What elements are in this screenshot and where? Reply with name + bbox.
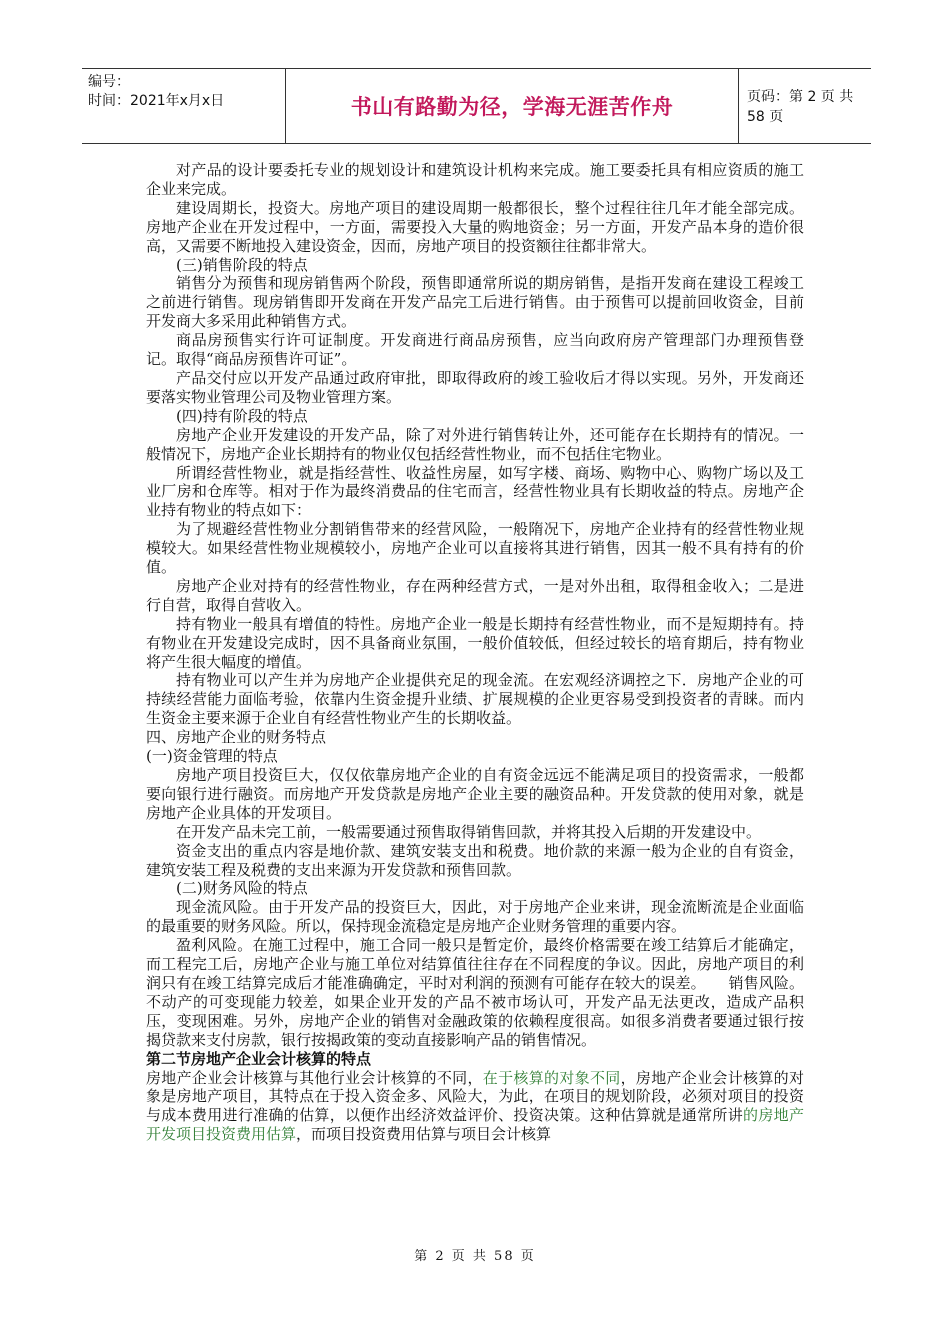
text-run: ，房地产企业会计核算的对象是房地产项目，其特点在于投入资金多、风险大，为此，在项目的规划阶段，必须对项目的投资与成本费用进行准确的估算，以便作出经济效益评价、投资决策。这种估算就是通常所讲 — [146, 1068, 804, 1125]
paragraph: 盈利风险。在施工过程中，施工合同一般只是暂定价，最终价格需要在竣工结算后才能确定，而工程完工后，房地产企业与施工单位对结算值往往存在不同程度的争议。因此，房地产项目的利润只有在竣工结算完成后才能准确确定，平时对利润的预测有可能存在较大的误差。 销售风险。不动产的可变现能力较差，如果企业开发的产品不被市场认可，开发产品无法更改，造成产品积压，变现困难。另外，房地产企业的销售对金融政策的依赖程度很高。如很多消费者要通过银行按揭贷款来支付房款，银行按揭政策的变动直接影响产品的销售情况。 — [146, 936, 804, 1049]
page-footer: 第 2 页 共 58 页 — [414, 1249, 536, 1264]
paragraph: 建设周期长，投资大。房地产项目的建设周期一般都很长，整个过程往往几年才能全部完成。房地产企业在开发过程中，一方面，需要投入大量的购地资金；另一方面，开发产品本身的造价很高，又需要不断地投入建设资金，因而，房地产项目的投资额往往都非常大。 — [146, 198, 804, 255]
section-title: 第二节房地产企业会计核算的特点 — [146, 1049, 372, 1068]
number-label: 编号： — [88, 74, 130, 90]
paragraph: 为了规避经营性物业分割销售带来的经营风险，一般隋况下，房地产企业持有的经营性物业规模较大。如果经营性物业规模较小，房地产企业可以直接将其进行销售，因其一般不具有持有的价值。 — [146, 520, 804, 577]
subheading: (四)持有阶段的特点 — [176, 406, 308, 425]
paragraph: 持有物业可以产生并为房地产企业提供充足的现金流。在宏观经济调控之下．房地产企业的可持续经营能力面临考验，依靠内生资金提升业绩、扩展规模的企业更容易受到投资者的青睐。而内生资金主要来源于企业自有经营性物业产生的长期收益。 — [146, 671, 804, 728]
page-header — [82, 68, 871, 144]
paragraph: 持有物业一般具有增值的特性。房地产企业一般是长期持有经营性物业，而不是短期持有。持有物业在开发建设完成时，因不具备商业氛围，一般价值较低，但经过较长的培育期后，持有物业将产生很大幅度的增值。 — [146, 614, 804, 671]
highlighted-text: 在于核算的对象不同 — [482, 1068, 621, 1087]
time-label: 时间：2021年x月x日 — [88, 93, 225, 109]
paragraph: 现金流风险。由于开发产品的投资巨大，因此，对于房地产企业来讲，现金流断流是企业面临的最重要的财务风险。所以，保持现金流稳定是房地产企业财务管理的重要内容。 — [146, 898, 804, 936]
paragraph: 房地产企业开发建设的开发产品，除了对外进行销售转让外，还可能存在长期持有的情况。一般情况下，房地产企业长期持有的物业仅包括经营性物业，而不包括住宅物业。 — [146, 425, 804, 463]
paragraph: 房地产项目投资巨大，仅仅依靠房地产企业的自有资金远远不能满足项目的投资需求，一般都要向银行进行融资。而房地产开发贷款是房地产企业主要的融资品种。开发贷款的使用对象，就是房地产企业具体的开发项目。 — [146, 766, 804, 822]
highlighted-text: 的房地产开发项目投资费用估算 — [146, 1106, 804, 1144]
header-motto-cell — [285, 69, 739, 143]
paragraph: 资金支出的重点内容是地价款、建筑安装支出和税费。地价款的来源一般为企业的自有资金，建筑安装工程及税费的支出来源为开发贷款和预售回款。 — [146, 841, 804, 879]
paragraph: 在开发产品未完工前，一般需要通过预售取得销售回款，并将其投入后期的开发建设中。 — [176, 822, 762, 841]
header-info — [82, 69, 285, 143]
subheading: (一)资金管理的特点 — [146, 747, 278, 766]
motto: 书山有路勤为径，学海无涯苦作舟 — [350, 95, 674, 119]
paragraph: 房地产企业对持有的经营性物业，存在两种经营方式，一是对外出租，取得租金收入；二是进行自营，取得自营收入。 — [146, 576, 804, 614]
text-run: 房地产企业会计核算与其他行业会计核算的不同， — [146, 1068, 483, 1087]
paragraph: 对产品的设计要委托专业的规划设计和建筑设计机构来完成。施工要委托具有相应资质的施工企业来完成。 — [146, 161, 804, 198]
header-page-code: 页码：第 2 页 共 58 页 — [747, 89, 854, 125]
paragraph: 产品交付应以开发产品通过政府审批，即取得政府的竣工验收后才得以实现。另外，开发商还要落实物业管理公司及物业管理方案。 — [146, 368, 804, 406]
paragraph — [146, 1069, 804, 1145]
subheading: (三)销售阶段的特点 — [176, 255, 308, 274]
document-body — [146, 161, 804, 1144]
subheading: (二)财务风险的特点 — [176, 879, 308, 898]
section-heading: 四、房地产企业的财务特点 — [146, 728, 327, 747]
text-run: ，而项目投资费用估算与项目会计核算 — [296, 1125, 552, 1144]
paragraph: 销售分为预售和现房销售两个阶段，预售即通常所说的期房销售，是指开发商在建设工程竣工之前进行销售。现房销售即开发商在开发产品完工后进行销售。由于预售可以提前回收资金，目前开发商大多采用此种销售方式。 — [146, 274, 804, 331]
paragraph: 所谓经营性物业，就是指经营性、收益性房屋，如写字楼、商场、购物中心、购物广场以及工业厂房和仓库等。相对于作为最终消费品的住宅而言，经营性物业具有长期收益的特点。房地产企业持有物业的特点如下： — [146, 463, 804, 520]
paragraph: 商品房预售实行许可证制度。开发商进行商品房预售，应当向政府房产管理部门办理预售登记。取得“商品房预售许可证”。 — [146, 331, 804, 369]
